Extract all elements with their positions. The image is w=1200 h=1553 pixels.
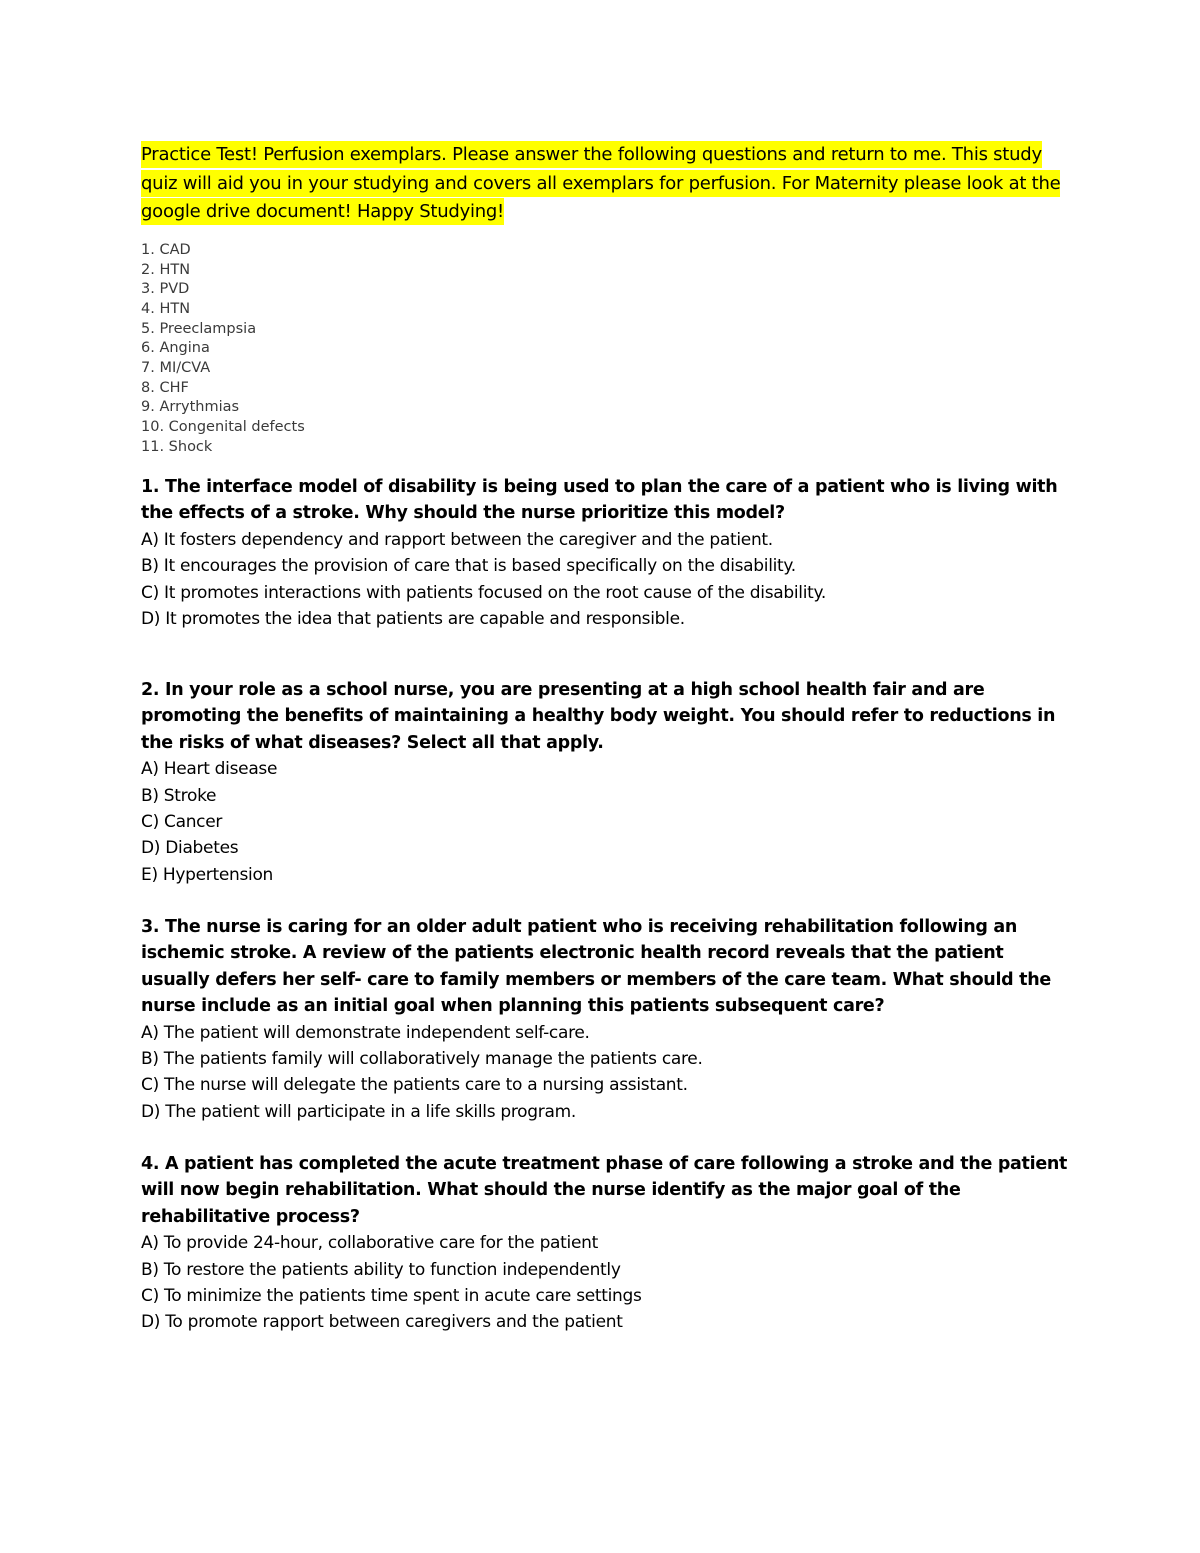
answer-option: A) Heart disease	[141, 759, 278, 780]
answer-option: B) To restore the patients ability to function independently	[141, 1259, 621, 1280]
answer-option: A) To provide 24-hour, collaborative care for the patient	[141, 1233, 598, 1254]
exemplar-list	[141, 241, 305, 457]
question-stem: 3. The nurse is caring for an older adult patient who is receiving rehabilitation following an ischemic stroke. A review of the patients electronic health record reveals that the patient usually defers her self- care to family members or members of the care team. What should the nurse include as an initial goal when planning this patients subsequent care?	[141, 917, 1051, 1017]
list-item: 6. Angina	[141, 340, 210, 357]
answer-option: D) To promote rapport between caregivers and the patient	[141, 1312, 623, 1333]
list-item: 7. MI/CVA	[141, 359, 211, 376]
answer-option: C) The nurse will delegate the patients care to a nursing assistant.	[141, 1075, 688, 1096]
intro-paragraph	[141, 141, 1071, 227]
question-stem: 1. The interface model of disability is being used to plan the care of a patient who is living with the effects of a stroke. Why should the nurse prioritize this model?	[141, 477, 1058, 524]
answer-option: D) It promotes the idea that patients are capable and responsible.	[141, 609, 685, 630]
list-item: 1. CAD	[141, 242, 191, 258]
question-4	[141, 1151, 1071, 1336]
list-item: 3. PVD	[141, 281, 190, 298]
answer-option: A) The patient will demonstrate independent self-care.	[141, 1022, 590, 1043]
answer-option: E) Hypertension	[141, 864, 274, 885]
answer-option: D) The patient will participate in a life skills program.	[141, 1101, 576, 1122]
question-2	[141, 677, 1071, 888]
answer-option: C) To minimize the patients time spent in acute care settings	[141, 1286, 642, 1307]
list-item: 8. CHF	[141, 379, 189, 396]
intro-highlighted-text: Practice Test! Perfusion exemplars. Please answer the following questions and return to me. This study quiz will aid you in your studying and covers all exemplars for perfusion. For Maternity please look at the google drive document! Happy Studying!	[141, 141, 1060, 225]
answer-options	[141, 1020, 1071, 1126]
question-1	[141, 474, 1071, 632]
list-item: 9. Arrythmias	[141, 399, 240, 416]
answer-options	[141, 756, 1071, 888]
answer-option: A) It fosters dependency and rapport between the caregiver and the patient.	[141, 529, 773, 550]
list-item: 5. Preeclampsia	[141, 320, 257, 337]
answer-options	[141, 527, 1071, 633]
answer-options	[141, 1230, 1071, 1336]
list-item: 2. HTN	[141, 261, 191, 278]
list-item: 11. Shock	[141, 438, 213, 455]
answer-option: B) It encourages the provision of care that is based specifically on the disability.	[141, 556, 796, 577]
list-item: 4. HTN	[141, 300, 191, 317]
question-stem: 2. In your role as a school nurse, you are presenting at a high school health fair and are promoting the benefits of maintaining a healthy body weight. You should refer to reductions in the risks of what diseases? Select all that apply.	[141, 680, 1056, 753]
answer-option: D) Diabetes	[141, 838, 239, 859]
question-3	[141, 914, 1071, 1125]
answer-option: B) The patients family will collaboratively manage the patients care.	[141, 1049, 703, 1070]
answer-option: C) Cancer	[141, 812, 223, 833]
answer-option: B) Stroke	[141, 785, 217, 806]
list-item: 10. Congenital defects	[141, 418, 305, 435]
answer-option: C) It promotes interactions with patients focused on the root cause of the disability.	[141, 582, 826, 603]
question-stem: 4. A patient has completed the acute treatment phase of care following a stroke and the patient will now begin rehabilitation. What should the nurse identify as the major goal of the rehabilitative process?	[141, 1154, 1068, 1227]
